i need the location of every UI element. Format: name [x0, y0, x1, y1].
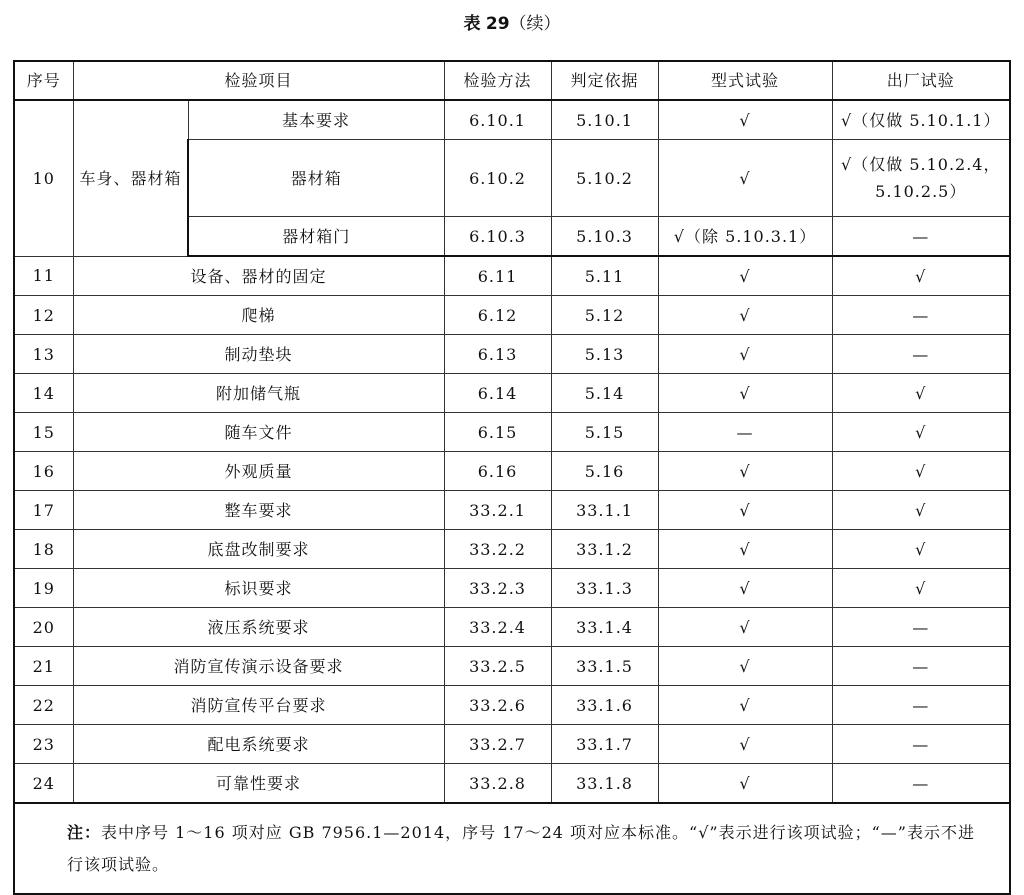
- type-test-cell: √: [658, 764, 832, 804]
- method-cell: 6.10.1: [444, 100, 551, 140]
- table-row: [14, 256, 1010, 296]
- basis-cell: 5.10.2: [551, 140, 658, 217]
- table-row: [14, 686, 1010, 725]
- caption-label: 表: [463, 14, 481, 34]
- basis-cell: 33.1.2: [551, 530, 658, 569]
- method-cell: 6.14: [444, 374, 551, 413]
- type-test-cell: √: [658, 686, 832, 725]
- row-no: 18: [14, 530, 73, 569]
- table-row: [14, 413, 1010, 452]
- method-cell: 33.2.3: [444, 569, 551, 608]
- row-no: 17: [14, 491, 73, 530]
- note-label: 注：: [67, 822, 102, 842]
- basis-cell: 33.1.3: [551, 569, 658, 608]
- factory-test-cell: —: [832, 296, 1010, 335]
- item-cell: 底盘改制要求: [73, 530, 444, 569]
- type-test-cell: √: [658, 296, 832, 335]
- table-caption: [0, 9, 1024, 34]
- table-row: [14, 100, 1010, 140]
- basis-cell: 33.1.6: [551, 686, 658, 725]
- basis-cell: 5.14: [551, 374, 658, 413]
- factory-test-cell: √: [832, 256, 1010, 296]
- row-no: 21: [14, 647, 73, 686]
- factory-test-cell: √（仅做 5.10.1.1）: [832, 100, 1010, 140]
- header-method: 检验方法: [444, 61, 551, 100]
- table-row: [14, 296, 1010, 335]
- basis-cell: 5.12: [551, 296, 658, 335]
- item-cell: 爬梯: [73, 296, 444, 335]
- item-cell: 外观质量: [73, 452, 444, 491]
- type-test-cell: √: [658, 374, 832, 413]
- factory-test-cell: —: [832, 647, 1010, 686]
- row-no: 23: [14, 725, 73, 764]
- method-cell: 33.2.2: [444, 530, 551, 569]
- factory-test-cell: √: [832, 374, 1010, 413]
- method-cell: 6.11: [444, 256, 551, 296]
- header-item: 检验项目: [73, 61, 444, 100]
- row-no: 11: [14, 256, 73, 296]
- method-cell: 6.10.2: [444, 140, 551, 217]
- factory-test-cell: √: [832, 413, 1010, 452]
- row-no: 10: [14, 100, 73, 256]
- method-cell: 6.15: [444, 413, 551, 452]
- type-test-cell: √: [658, 335, 832, 374]
- table-row: [14, 452, 1010, 491]
- type-test-cell: —: [658, 413, 832, 452]
- note-text: 表中序号 1～16 项对应 GB 7956.1—2014，序号 17～24 项对应本标准。“√”表示进行该项试验；“—”表示不进行该项试验。: [67, 822, 975, 874]
- method-cell: 33.2.1: [444, 491, 551, 530]
- type-test-cell: √: [658, 569, 832, 608]
- row-no: 22: [14, 686, 73, 725]
- item-cell: 消防宣传演示设备要求: [73, 647, 444, 686]
- table-row: [14, 530, 1010, 569]
- type-test-cell: √: [658, 452, 832, 491]
- caption-number: 29: [485, 14, 510, 34]
- sub-item: 基本要求: [188, 100, 444, 140]
- type-test-cell: √: [658, 530, 832, 569]
- header-no: 序号: [14, 61, 73, 100]
- header-type-test: 型式试验: [658, 61, 832, 100]
- basis-cell: 33.1.4: [551, 608, 658, 647]
- type-test-cell: √: [658, 647, 832, 686]
- basis-cell: 5.15: [551, 413, 658, 452]
- caption-suffix: （续）: [509, 14, 561, 34]
- table-note: [14, 803, 1010, 894]
- basis-cell: 5.13: [551, 335, 658, 374]
- method-cell: 33.2.8: [444, 764, 551, 804]
- item-cell: 随车文件: [73, 413, 444, 452]
- table-row: [14, 374, 1010, 413]
- type-test-cell: √: [658, 491, 832, 530]
- row-no: 12: [14, 296, 73, 335]
- basis-cell: 5.10.3: [551, 217, 658, 257]
- method-cell: 6.13: [444, 335, 551, 374]
- note-row: [14, 803, 1010, 894]
- factory-test-cell: √: [832, 569, 1010, 608]
- type-test-cell: √（除 5.10.3.1）: [658, 217, 832, 257]
- factory-test-cell: √: [832, 530, 1010, 569]
- table-row: [14, 608, 1010, 647]
- item-cell: 标识要求: [73, 569, 444, 608]
- basis-cell: 5.11: [551, 256, 658, 296]
- item-cell: 消防宣传平台要求: [73, 686, 444, 725]
- type-test-cell: √: [658, 100, 832, 140]
- factory-test-cell: —: [832, 764, 1010, 804]
- factory-test-cell: √: [832, 491, 1010, 530]
- type-test-cell: √: [658, 725, 832, 764]
- basis-cell: 5.16: [551, 452, 658, 491]
- factory-test-cell: —: [832, 335, 1010, 374]
- item-cell: 制动垫块: [73, 335, 444, 374]
- item-cell: 可靠性要求: [73, 764, 444, 804]
- factory-test-cell: —: [832, 217, 1010, 257]
- item-cell: 液压系统要求: [73, 608, 444, 647]
- type-test-cell: √: [658, 608, 832, 647]
- basis-cell: 33.1.5: [551, 647, 658, 686]
- header-basis: 判定依据: [551, 61, 658, 100]
- method-cell: 33.2.5: [444, 647, 551, 686]
- table-row: [14, 647, 1010, 686]
- basis-cell: 33.1.8: [551, 764, 658, 804]
- table-row: [14, 491, 1010, 530]
- table-row: [14, 569, 1010, 608]
- table-row: [14, 725, 1010, 764]
- inspection-table: [13, 60, 1011, 895]
- factory-test-cell: —: [832, 686, 1010, 725]
- method-cell: 33.2.6: [444, 686, 551, 725]
- table-row: [14, 335, 1010, 374]
- method-cell: 33.2.4: [444, 608, 551, 647]
- item-cell: 配电系统要求: [73, 725, 444, 764]
- type-test-cell: √: [658, 256, 832, 296]
- basis-cell: 33.1.7: [551, 725, 658, 764]
- sub-item: 器材箱: [188, 140, 444, 217]
- basis-cell: 33.1.1: [551, 491, 658, 530]
- method-cell: 6.10.3: [444, 217, 551, 257]
- header-row: [14, 61, 1010, 100]
- factory-test-cell: —: [832, 725, 1010, 764]
- item-cell: 整车要求: [73, 491, 444, 530]
- header-factory-test: 出厂试验: [832, 61, 1010, 100]
- method-cell: 6.12: [444, 296, 551, 335]
- method-cell: 33.2.7: [444, 725, 551, 764]
- factory-test-cell: √: [832, 452, 1010, 491]
- group-name: 车身、器材箱: [73, 100, 188, 256]
- table-row: [14, 764, 1010, 804]
- row-no: 15: [14, 413, 73, 452]
- row-no: 20: [14, 608, 73, 647]
- method-cell: 6.16: [444, 452, 551, 491]
- type-test-cell: √: [658, 140, 832, 217]
- row-no: 24: [14, 764, 73, 804]
- row-no: 13: [14, 335, 73, 374]
- item-cell: 设备、器材的固定: [73, 256, 444, 296]
- factory-test-cell: √（仅做 5.10.2.4，5.10.2.5）: [832, 140, 1010, 217]
- factory-test-cell: —: [832, 608, 1010, 647]
- item-cell: 附加储气瓶: [73, 374, 444, 413]
- row-no: 14: [14, 374, 73, 413]
- row-no: 19: [14, 569, 73, 608]
- row-no: 16: [14, 452, 73, 491]
- basis-cell: 5.10.1: [551, 100, 658, 140]
- sub-item: 器材箱门: [188, 217, 444, 257]
